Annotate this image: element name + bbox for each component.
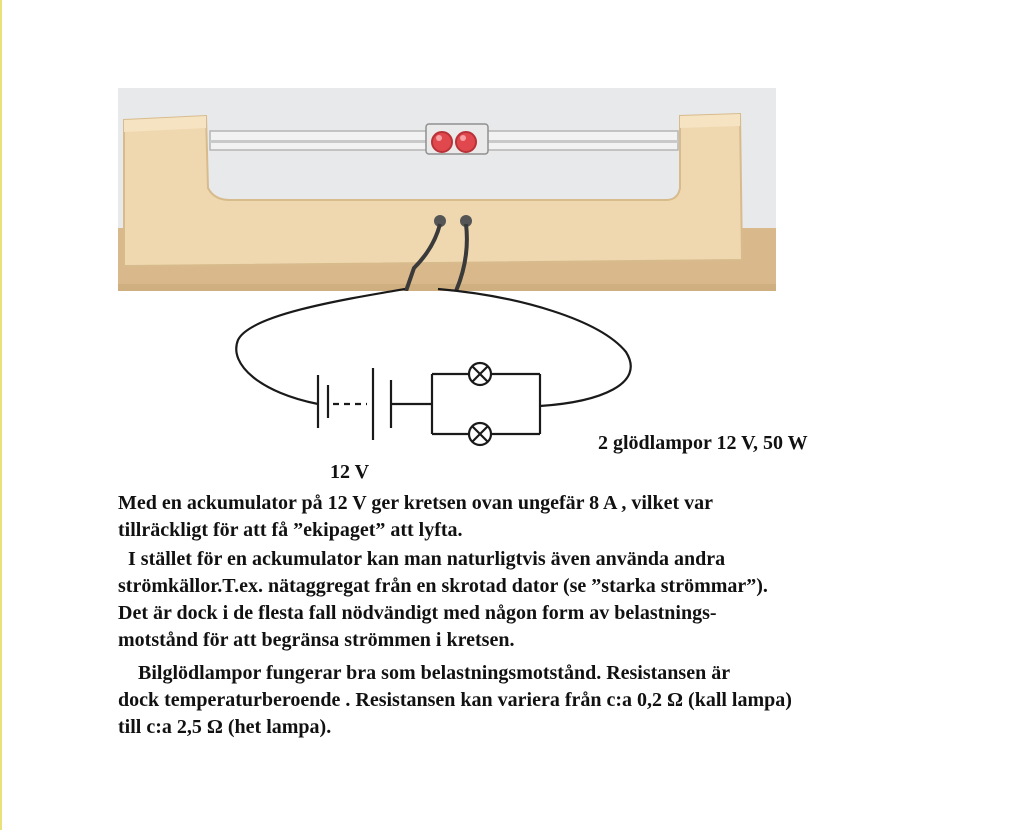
p2-line-3: Det är dock i de flesta fall nödvändigt med någon form av belastnings-	[118, 602, 717, 624]
p2-line-2: strömkällor.T.ex. nätaggregat från en skrotad dator (se ”starka strömmar”).	[118, 575, 768, 597]
wire-loop-right	[438, 289, 631, 406]
p2-line-4: motstånd för att begränsa strömmen i kretsen.	[118, 629, 515, 651]
paragraph-1	[118, 490, 998, 544]
voltage-label: 12 V	[330, 461, 370, 483]
paragraph-3	[118, 660, 998, 741]
p2-line-1: I stället för en ackumulator kan man naturligtvis även använda andra	[118, 548, 726, 570]
p1-line-2: tillräckligt för att få ”ekipaget” att lyfta.	[118, 519, 463, 541]
wire-loop-left	[236, 289, 405, 404]
p3-line-2: dock temperaturberoende . Resistansen kan variera från c:a 0,2 Ω (kall lampa)	[118, 689, 792, 711]
p3-line-3: till c:a 2,5 Ω (het lampa).	[118, 716, 332, 738]
p1-line-1: Med en ackumulator på 12 V ger kretsen ovan ungefär 8 A , vilket var	[118, 492, 714, 514]
paragraph-2	[118, 546, 998, 654]
lamps-label: 2 glödlampor 12 V, 50 W	[598, 432, 808, 454]
p3-line-1: Bilglödlampor fungerar bra som belastningsmotstånd. Resistansen är	[118, 662, 731, 684]
